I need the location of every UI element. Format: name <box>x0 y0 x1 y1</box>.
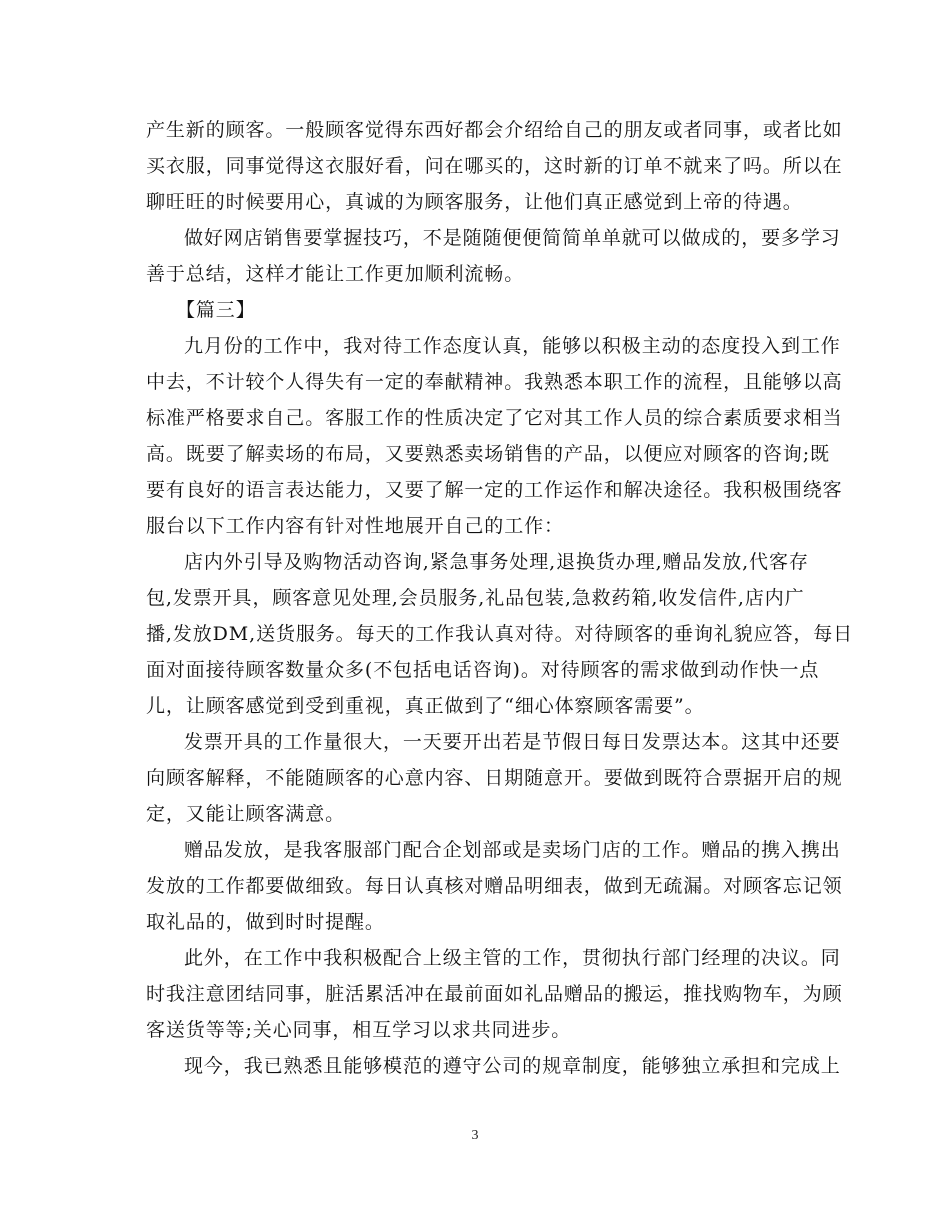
text-line: 赠品发放，是我客服部门配合企划部或是卖场门店的工作。赠品的携入携出 <box>184 839 841 861</box>
text-line: 九月份的工作中，我对待工作态度认真，能够以积极主动的态度投入到工作 <box>184 335 841 357</box>
text-line: 聊旺旺的时候要用心，真诚的为顾客服务，让他们真正感觉到上帝的待遇。 <box>146 191 803 213</box>
text-line: 产生新的顾客。一般顾客觉得东西好都会介绍给自己的朋友或者同事，或者比如 <box>146 119 843 141</box>
text-line: 要有良好的语言表达能力，又要了解一定的工作运作和解决途径。我积极围绕客 <box>146 479 843 501</box>
text-line: 买衣服，同事觉得这衣服好看，问在哪买的，这时新的订单不就来了吗。所以在 <box>146 155 843 177</box>
text-line: 包,发票开具，顾客意见处理,会员服务,礼品包装,急救药箱,收发信件,店内广 <box>146 587 805 609</box>
text-line: 高。既要了解卖场的布局，又要熟悉卖场销售的产品，以便应对顾客的咨询;既 <box>146 443 830 465</box>
text-line: 服台以下工作内容有针对性地展开自己的工作： <box>146 515 564 537</box>
text-line: 时我注意团结同事，脏活累活冲在最前面如礼品赠品的搬运，推找购物车，为顾 <box>146 983 843 1005</box>
text-line: 现今，我已熟悉且能够模范的遵守公司的规章制度，能够独立承担和完成上 <box>184 1055 841 1077</box>
section-heading: 【篇三】 <box>176 299 256 321</box>
text-line: 发票开具的工作量很大，一天要开出若是节假日每日发票达本。这其中还要 <box>184 731 841 753</box>
text-line: 向顾客解释，不能随顾客的心意内容、日期随意开。要做到既符合票据开启的规 <box>146 767 843 789</box>
text-line: 善于总结，这样才能让工作更加顺利流畅。 <box>146 263 525 285</box>
text-line: 面对面接待顾客数量众多(不包括电话咨询)。对待顾客的需求做到动作快一点 <box>146 659 820 681</box>
text-line: 取礼品的，做到时时提醒。 <box>146 911 385 933</box>
text-line: 儿，让顾客感觉到受到重视，真正做到了“细心体察顾客需要”。 <box>146 695 705 717</box>
text-line: 店内外引导及购物活动咨询,紧急事务处理,退换货办理,赠品发放,代客存 <box>184 551 809 573</box>
page-number: 3 <box>471 1128 479 1143</box>
text-line: 中去，不计较个人得失有一定的奉献精神。我熟悉本职工作的流程，且能够以高 <box>146 371 843 393</box>
text-line: 标准严格要求自己。客服工作的性质决定了它对其工作人员的综合素质要求相当 <box>146 407 843 429</box>
text-line: 客送货等等;关心同事，相互学习以求共同进步。 <box>146 1019 572 1041</box>
text-line: 发放的工作都要做细致。每日认真核对赠品明细表，做到无疏漏。对顾客忘记领 <box>146 875 843 897</box>
text-line: 此外，在工作中我积极配合上级主管的工作，贯彻执行部门经理的决议。同 <box>184 947 841 969</box>
text-line: 播,发放DM,送货服务。每天的工作我认真对待。对待顾客的垂询礼貌应答，每日 <box>146 623 854 645</box>
text-line: 定，又能让顾客满意。 <box>146 803 346 825</box>
text-line: 做好网店销售要掌握技巧，不是随随便便简简单单就可以做成的，要多学习 <box>184 227 841 249</box>
